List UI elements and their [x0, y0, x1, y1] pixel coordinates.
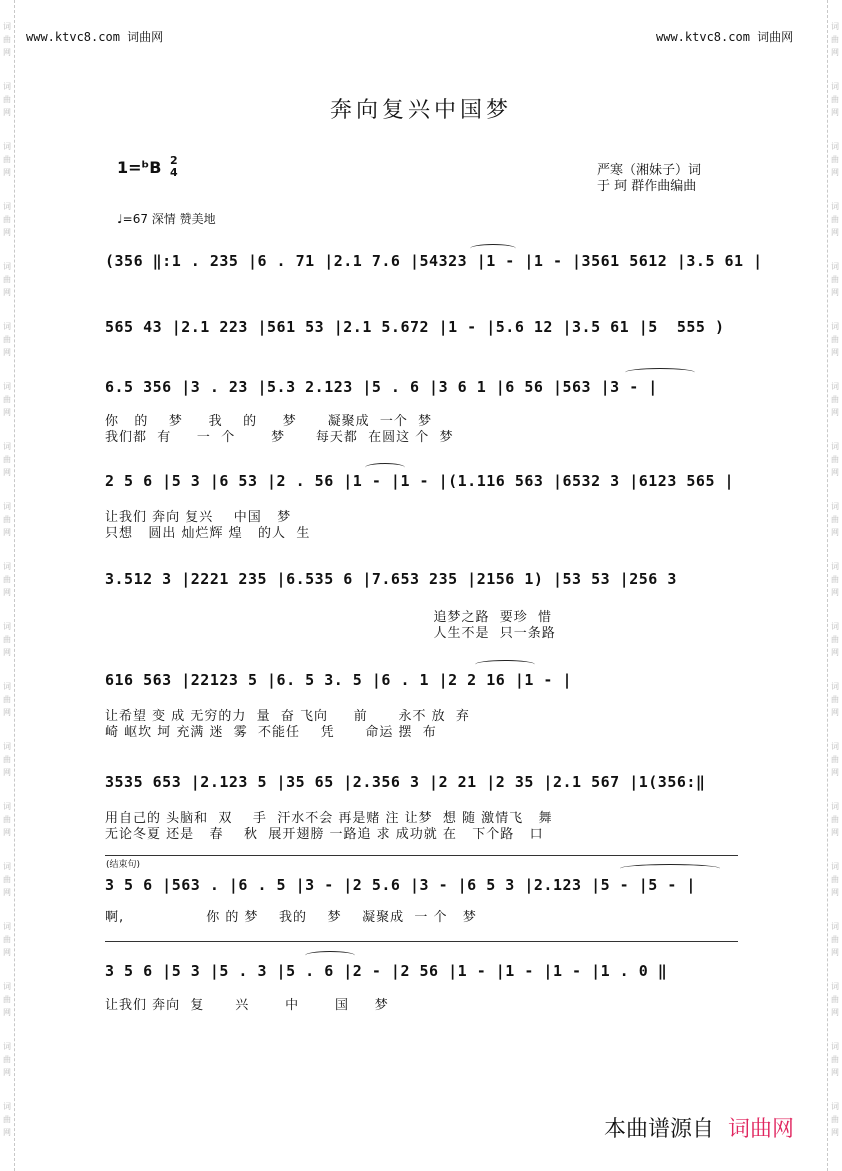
- notation: 565 43 |2.1 223 |561 53 |2.1 5.672 |1 - |5.6 12 |3.5 61 |5 555 ): [105, 318, 725, 336]
- tempo-marking: ♩=67 深情 赞美地: [117, 212, 216, 226]
- coda-top-rule: [105, 855, 738, 856]
- watermark-glyph-left: 词 曲 网: [3, 922, 11, 957]
- watermark-glyph-left: 词 曲 网: [3, 142, 11, 177]
- lyric-line-2: 只想 圆出 灿烂辉 煌 的人 生: [105, 526, 311, 541]
- watermark-glyph-right: 词 曲 网: [831, 502, 839, 537]
- lyricist: 严寒（湘妹子）词: [597, 163, 702, 178]
- lyric-line-2: 我们都 有 一 个 梦 每天都 在圆这 个 梦: [105, 430, 454, 445]
- watermark-glyph-right: 词 曲 网: [831, 682, 839, 717]
- slur: [305, 951, 355, 960]
- notation: (356 ‖:1 . 235 |6 . 71 |2.1 7.6 |54323 |1 - |1 - |3561 5612 |3.5 61 |: [105, 252, 763, 270]
- watermark-glyph-left: 词 曲 网: [3, 862, 11, 897]
- site-url-left[interactable]: www.ktvc8.com 词曲网: [26, 30, 164, 44]
- coda-mid-rule: [105, 941, 738, 942]
- credits: [597, 163, 701, 195]
- watermark-glyph-right: 词 曲 网: [831, 862, 839, 897]
- watermark-glyph-left: 词 曲 网: [3, 82, 11, 117]
- watermark-glyph-left: 词 曲 网: [3, 802, 11, 837]
- slur: [475, 660, 535, 669]
- watermark-glyph-left: 词 曲 网: [3, 502, 11, 537]
- time-top: 2: [170, 154, 178, 167]
- watermark-glyph-left: 词 曲 网: [3, 202, 11, 237]
- watermark-glyph-left: 词 曲 网: [3, 562, 11, 597]
- lyric-line-1: 用自己的 头脑和 双 手 汗水不会 再是赌 注 让梦 想 随 激情飞 舞: [105, 811, 553, 826]
- lyric-line-2: 人生不是 只一条路: [105, 626, 556, 641]
- watermark-glyph-left: 词 曲 网: [3, 1102, 11, 1137]
- time-signature: [170, 155, 178, 179]
- watermark-glyph-left: 词 曲 网: [3, 322, 11, 357]
- watermark-glyph-left: 词 曲 网: [3, 262, 11, 297]
- slur: [365, 463, 405, 472]
- lyric-line-1: 你 的 梦 我 的 梦 凝聚成 一个 梦: [105, 414, 433, 429]
- watermark-glyph-right: 词 曲 网: [831, 202, 839, 237]
- song-title: 奔向复兴中国梦: [329, 98, 512, 123]
- watermark-glyph-right: 词 曲 网: [831, 982, 839, 1017]
- watermark-glyph-right: 词 曲 网: [831, 142, 839, 177]
- notation: 616 563 |22123 5 |6. 5 3. 5 |6 . 1 |2 2 16 |1 - |: [105, 671, 573, 689]
- slur: [620, 864, 720, 873]
- watermark-glyph-left: 词 曲 网: [3, 622, 11, 657]
- notation: 2 5 6 |5 3 |6 53 |2 . 56 |1 - |1 - |(1.116 563 |6532 3 |6123 565 |: [105, 472, 735, 490]
- lyric-line-1: 啊, 你 的 梦 我的 梦 凝聚成 一 个 梦: [105, 910, 477, 925]
- lyric-line-1: 追梦之路 要珍 惜: [105, 610, 552, 625]
- watermark-glyph-right: 词 曲 网: [831, 22, 839, 57]
- lyric-line-2: 崎 岖坎 坷 充满 迷 雾 不能任 凭 命运 摆 布: [105, 725, 437, 740]
- watermark-glyph-left: 词 曲 网: [3, 682, 11, 717]
- watermark-glyph-right: 词 曲 网: [831, 262, 839, 297]
- coda-label: (结束句): [106, 860, 141, 870]
- watermark-glyph-right: 词 曲 网: [831, 622, 839, 657]
- notation: 3.512 3 |2221 235 |6.535 6 |7.653 235 |2156 1) |53 53 |256 3: [105, 570, 677, 588]
- composer: 于 珂 群作曲编曲: [597, 179, 697, 194]
- watermark-glyph-right: 词 曲 网: [831, 382, 839, 417]
- watermark-glyph-left: 词 曲 网: [3, 382, 11, 417]
- watermark-glyph-left: 词 曲 网: [3, 742, 11, 777]
- watermark-glyph-right: 词 曲 网: [831, 922, 839, 957]
- lyric-line-2: 无论冬夏 还是 春 秋 展开翅膀 一路追 求 成功就 在 下个路 口: [105, 827, 544, 842]
- watermark-glyph-left: 词 曲 网: [3, 22, 11, 57]
- notation: 3 5 6 |5 3 |5 . 3 |5 . 6 |2 - |2 56 |1 - |1 - |1 - |1 . 0 ‖: [105, 962, 668, 980]
- key-signature: 1=ᵇB: [117, 158, 162, 177]
- watermark-glyph-right: 词 曲 网: [831, 742, 839, 777]
- watermark-glyph-right: 词 曲 网: [831, 562, 839, 597]
- lyric-line-1: 让我们 奔向 复兴 中国 梦: [105, 510, 292, 525]
- watermark-glyph-right: 词 曲 网: [831, 1042, 839, 1077]
- watermark-glyph-right: 词 曲 网: [831, 802, 839, 837]
- watermark-glyph-right: 词 曲 网: [831, 322, 839, 357]
- notation: 3535 653 |2.123 5 |35 65 |2.356 3 |2 21 |2 35 |2.1 567 |1(356:‖: [105, 773, 706, 791]
- watermark-glyph-right: 词 曲 网: [831, 442, 839, 477]
- watermark-glyph-left: 词 曲 网: [3, 982, 11, 1017]
- watermark-glyph-right: 词 曲 网: [831, 82, 839, 117]
- watermark-glyph-right: 词 曲 网: [831, 1102, 839, 1137]
- lyric-line-1: 让希望 变 成 无穷的力 量 奋 飞向 前 永不 放 弃: [105, 709, 470, 724]
- site-url-right[interactable]: www.ktvc8.com 词曲网: [656, 30, 794, 44]
- watermark-glyph-left: 词 曲 网: [3, 442, 11, 477]
- notation: 3 5 6 |563 . |6 . 5 |3 - |2 5.6 |3 - |6 5 3 |2.123 |5 - |5 - |: [105, 876, 696, 894]
- brand-link[interactable]: 词曲网: [727, 1117, 794, 1142]
- time-bottom: 4: [170, 166, 178, 179]
- source-footer: [604, 1112, 794, 1143]
- lyric-line-1: 让我们 奔向 复 兴 中 国 梦: [105, 998, 389, 1013]
- watermark-glyph-left: 词 曲 网: [3, 1042, 11, 1077]
- notation: 6.5 356 |3 . 23 |5.3 2.123 |5 . 6 |3 6 1 |6 56 |563 |3 - |: [105, 378, 658, 396]
- source-label: 本曲谱源自: [603, 1117, 714, 1142]
- slur: [470, 244, 516, 253]
- slur: [625, 368, 695, 377]
